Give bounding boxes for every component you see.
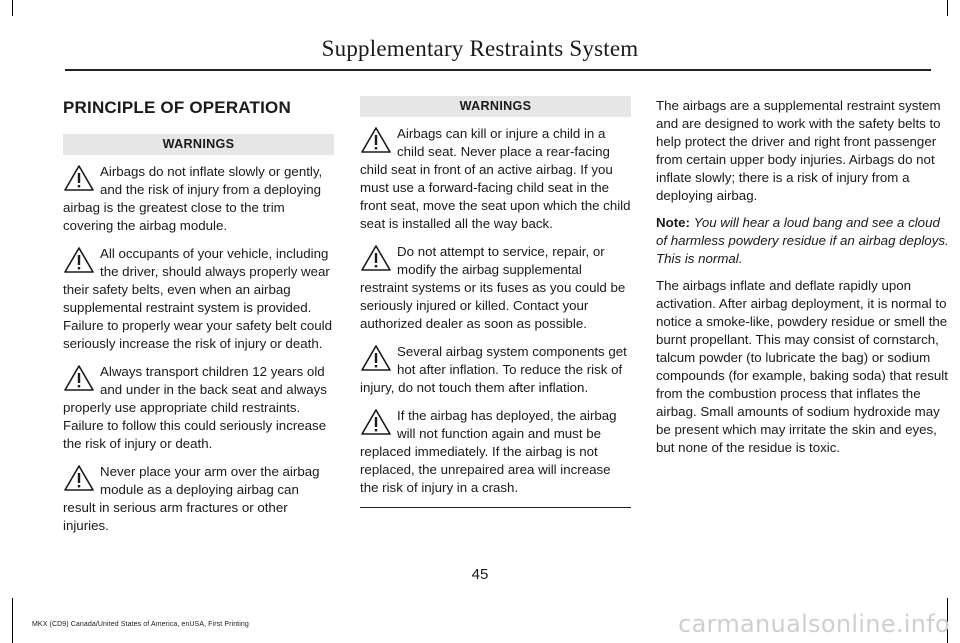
- column-1: [63, 96, 334, 545]
- body-paragraph: The airbags inflate and deflate rapidly upon activation. After airbag deployment, it is normal to notice a smoke-like, powdery residue or smell the burnt propellant. This may consist of cornstarch, talcum powder (to lubricate the bag) or sodium compounds (for example, baking soda) that result from the combustion process that inflates the airbag. Small amounts of sodium hydroxide may be present which may irritate the skin and eyes, but none of the residue is toxic.: [656, 278, 948, 455]
- section-heading: PRINCIPLE OF OPERATION: [63, 98, 291, 117]
- note-label: Note:: [656, 215, 690, 230]
- warning-item: [63, 245, 334, 353]
- warning-text: Never place your arm over the airbag module as a deploying airbag can result in serious arm fractures or other injuries.: [63, 464, 320, 533]
- warning-triangle-icon: [63, 364, 95, 392]
- intro-paragraph: The airbags are a supplemental restraint system and are designed to work with the safety belts to help protect the driver and right front passenger from certain upper body injuries. Airbags do not inflate slowly; there is a risk of injury from a deploying airbag.: [656, 98, 941, 203]
- warning-triangle-icon: [360, 408, 392, 436]
- warning-item: [360, 125, 631, 233]
- warning-item: [360, 407, 631, 497]
- watermark: carmanualsonline.info: [678, 610, 950, 638]
- crop-mark: [12, 598, 13, 643]
- header-rule: [65, 69, 931, 71]
- warning-item: [360, 243, 631, 333]
- warning-text: All occupants of your vehicle, including the driver, should always properly wear their safety belts, even when an airbag supplemental restraint system is provided. Failure to properly wear your safety belt could seriously increase the risk of injury or death.: [63, 246, 333, 351]
- warning-item: [63, 363, 334, 453]
- warning-text: Several airbag system components get hot after inflation. To reduce the risk of injury, do not touch them after inflation.: [360, 344, 627, 395]
- warning-item: [63, 463, 334, 535]
- warning-text: Airbags do not inflate slowly or gently, and the risk of injury from a deploying airbag is the greatest close to the trim covering the airbag module.: [63, 164, 323, 233]
- warning-triangle-icon: [63, 246, 95, 274]
- warning-triangle-icon: [63, 464, 95, 492]
- note-text: You will hear a loud bang and see a cloud of harmless powdery residue if an airbag deploys. This is normal.: [656, 215, 949, 266]
- warning-text: If the airbag has deployed, the airbag will not function again and must be replaced immediately. If the airbag is not replaced, the unrepaired area will increase the risk of injury in a crash.: [360, 408, 617, 495]
- warnings-label: WARNINGS: [360, 96, 631, 117]
- warning-triangle-icon: [63, 164, 95, 192]
- warning-item: [63, 163, 334, 235]
- note-paragraph: [656, 214, 952, 268]
- page-number: 45: [471, 566, 489, 583]
- warnings-list: [360, 125, 631, 497]
- warning-triangle-icon: [360, 244, 392, 272]
- column-2: [360, 96, 631, 508]
- crop-mark: [947, 0, 948, 16]
- warnings-list: [63, 163, 334, 535]
- crop-mark: [12, 0, 13, 16]
- warning-triangle-icon: [360, 344, 392, 372]
- warning-text: Do not attempt to service, repair, or modify the airbag supplemental restraint systems or its fuses as you could be seriously injured or killed. Contact your authorized dealer as soon as possible.: [360, 244, 626, 331]
- column-rule: [360, 507, 631, 508]
- column-3: [656, 97, 952, 466]
- warning-item: [360, 343, 631, 397]
- warning-text: Airbags can kill or injure a child in a child seat. Never place a rear-facing child seat in front of an active airbag. If you must use a forward-facing child seat in the front seat, move the seat upon which the child seat is installed all the way back.: [360, 126, 631, 231]
- printing-info: MKX (CD9) Canada/United States of America, enUSA, First Printing: [32, 621, 249, 628]
- page-header-title: Supplementary Restraints System: [321, 36, 639, 61]
- warnings-label: WARNINGS: [63, 134, 334, 155]
- warning-triangle-icon: [360, 126, 392, 154]
- warning-text: Always transport children 12 years old and under in the back seat and always properly use appropriate child restraints. Failure to follow this could seriously increase the risk of injury or death.: [63, 364, 327, 451]
